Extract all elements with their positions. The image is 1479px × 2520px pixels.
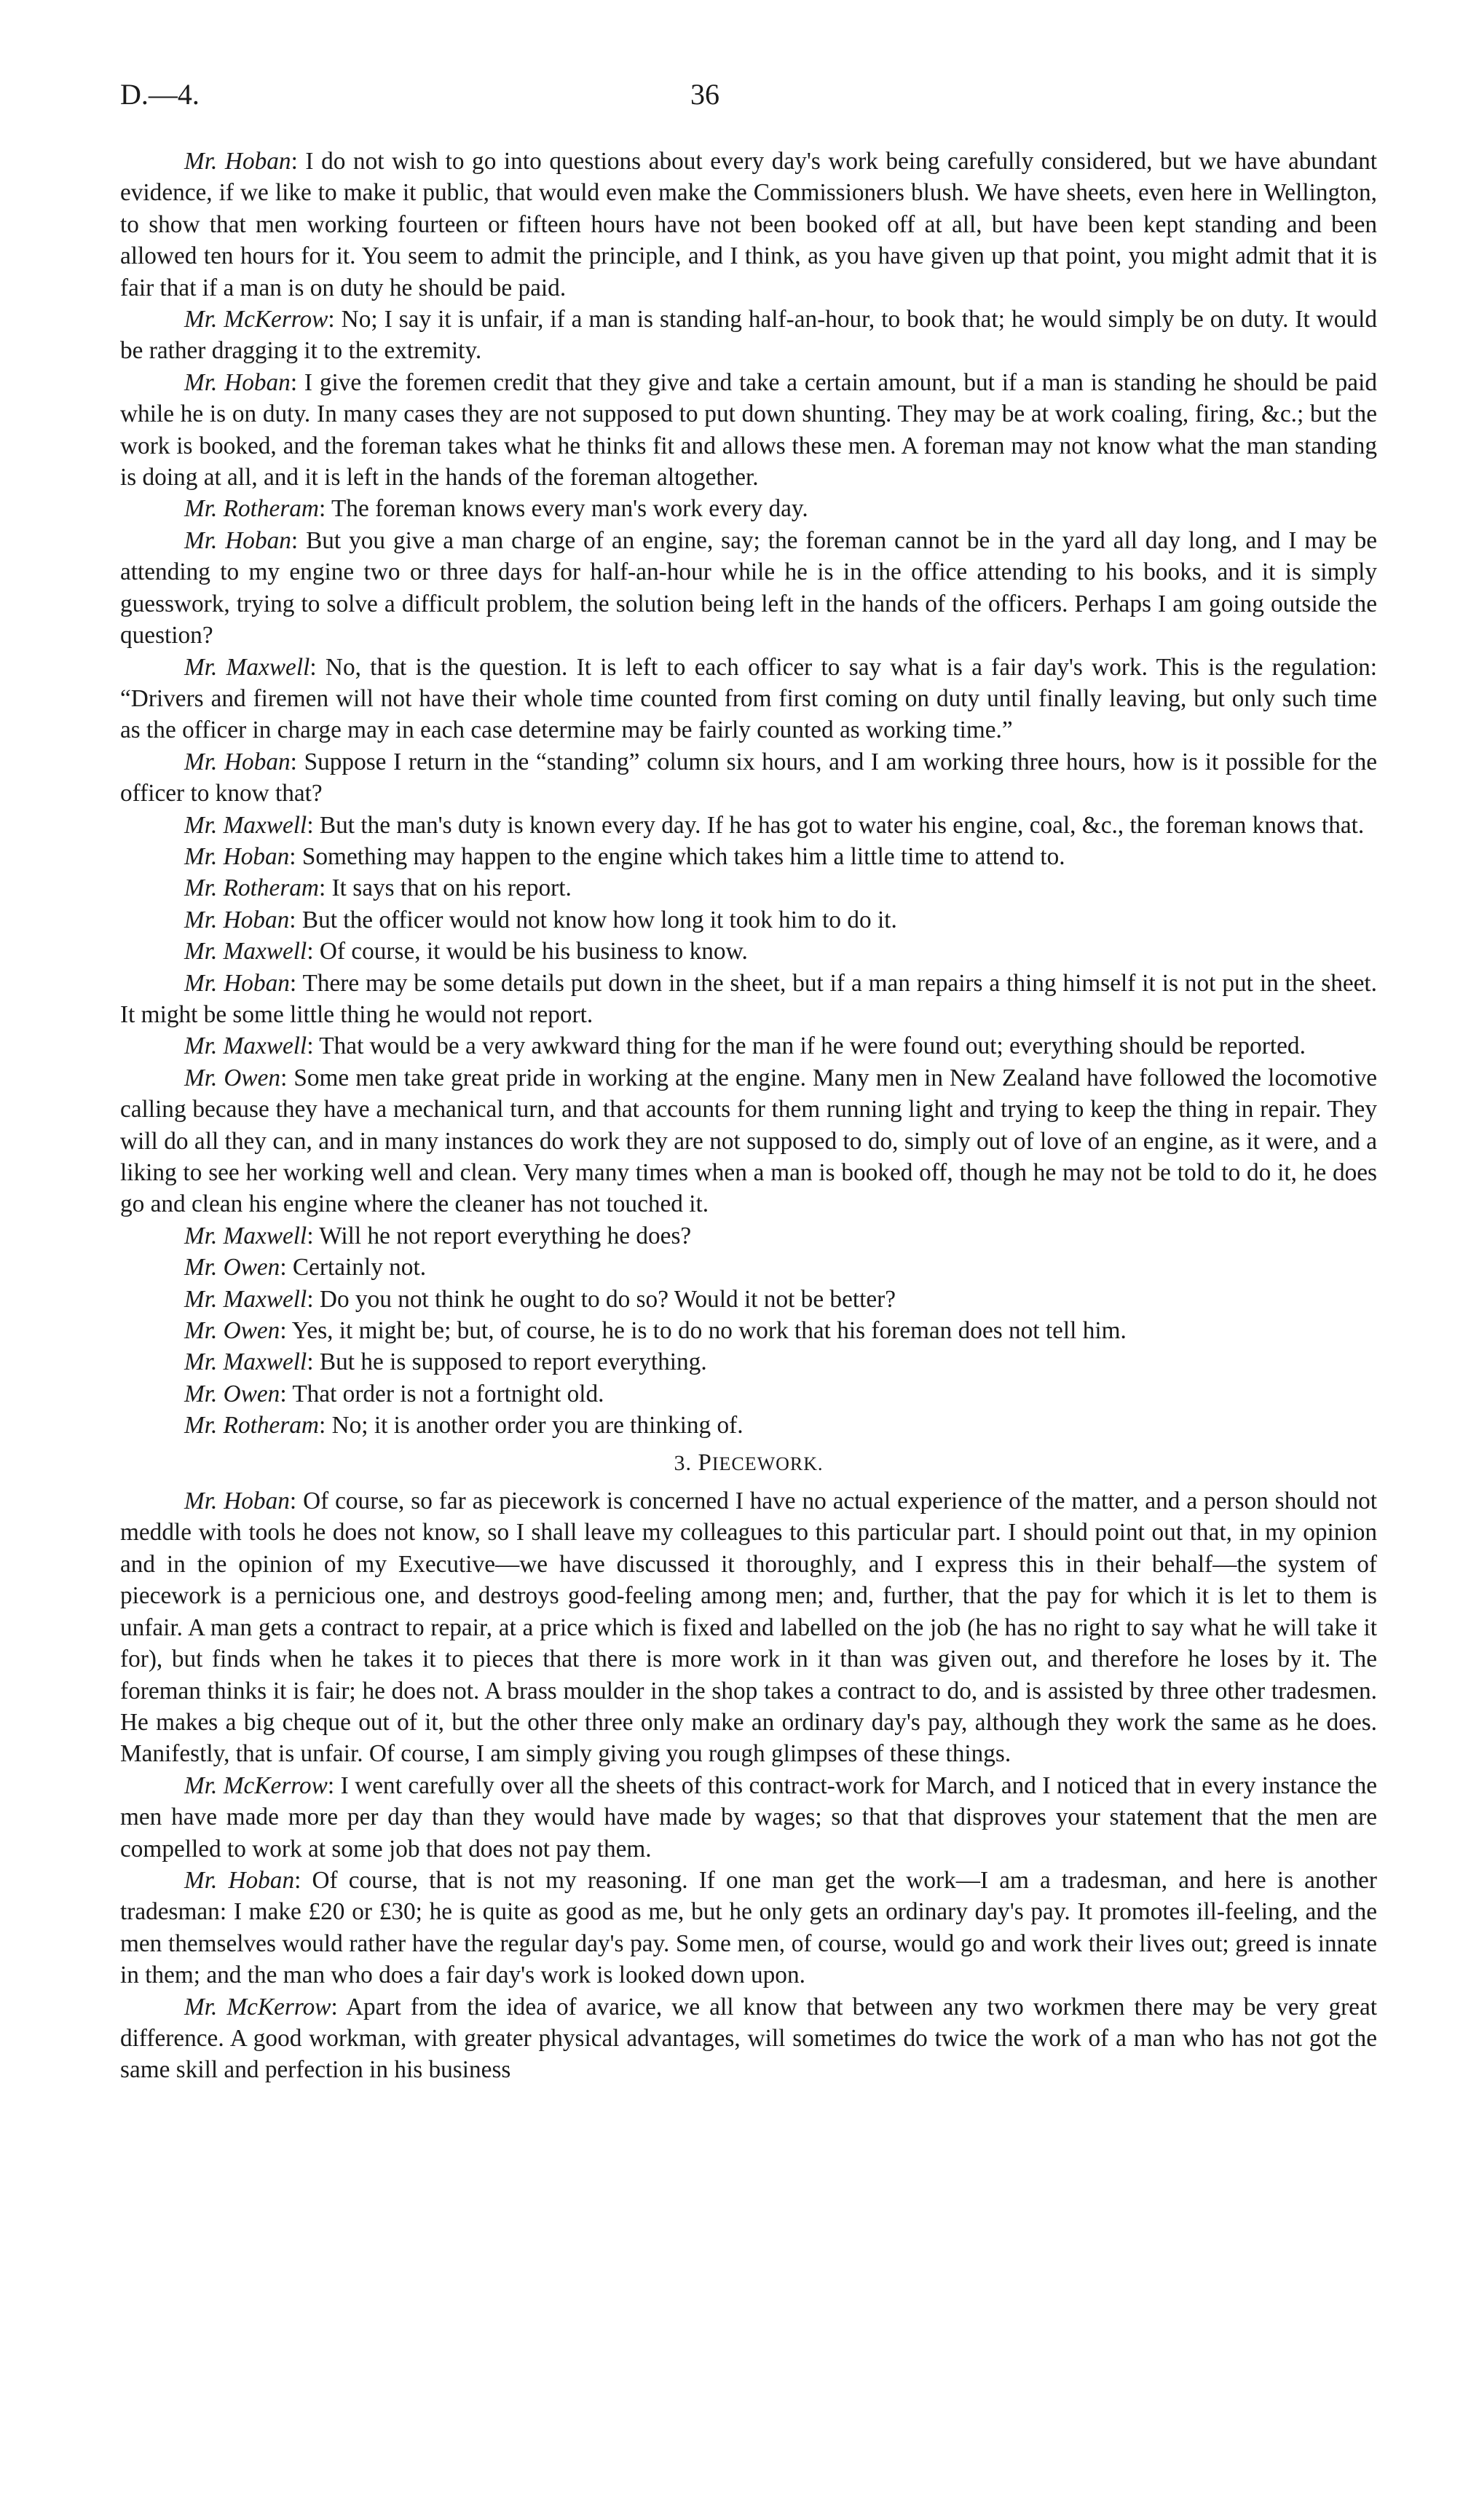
- testimony-paragraph: [120, 525, 1377, 652]
- section-number: 3.: [674, 1450, 692, 1475]
- testimony-paragraph: [120, 1346, 1377, 1378]
- statement-text: That order is not a fortnight old.: [286, 1380, 604, 1407]
- speaker-colon: :: [307, 1222, 314, 1249]
- testimony-paragraph: [120, 1252, 1377, 1283]
- speaker-name: Mr. Owen: [184, 1317, 280, 1345]
- speaker-name: Mr. Hoban: [184, 148, 291, 175]
- testimony-paragraph: [120, 1770, 1377, 1865]
- testimony-paragraph: [120, 1991, 1377, 2086]
- testimony-after-section: [120, 1485, 1377, 2086]
- page-number: 36: [690, 78, 719, 111]
- statement-text: Suppose I return in the “standing” column six hours, and I am working three hours, how is it possible for the officer to know that?: [120, 748, 1377, 807]
- speaker-name: Mr. Maxwell: [184, 1032, 307, 1060]
- page-header: [120, 73, 1377, 116]
- statement-text: I give the foremen credit that they give and take a certain amount, but if a man is standing he should be paid while he is on duty. In many cases they are not supposed to put down shunting. They may be at work coaling, firing, &c.; but the work is booked, and the foreman takes what he thinks fit and allows these men. A foreman may not know what the man standing is doing at all, and it is left in the hands of the foreman altogether.: [120, 368, 1377, 491]
- testimony-paragraph: [120, 1485, 1377, 1770]
- speaker-colon: :: [307, 811, 314, 839]
- speaker-colon: :: [291, 526, 299, 554]
- speaker-colon: :: [280, 1317, 287, 1345]
- testimony-paragraph: [120, 493, 1377, 524]
- statement-text: Of course, it would be his business to know.: [313, 938, 748, 965]
- statement-text: That would be a very awkward thing for the man if he were found out; everything should be reported.: [313, 1032, 1306, 1060]
- document-body: [120, 146, 1377, 2086]
- speaker-colon: :: [289, 1488, 297, 1515]
- statement-text: No; it is another order you are thinking of.: [326, 1412, 744, 1439]
- section-heading: [120, 1447, 1377, 1480]
- speaker-name: Mr. Rotheram: [184, 495, 319, 523]
- speaker-name: Mr. Hoban: [184, 1488, 290, 1515]
- testimony-paragraph: [120, 904, 1377, 936]
- speaker-colon: :: [291, 148, 298, 175]
- statement-text: There may be some details put down in the sheet, but if a man repairs a thing himself it is not put in the sheet. It might be some little thing he would not report.: [120, 969, 1377, 1028]
- statement-text: Will he not report everything he does?: [313, 1222, 692, 1249]
- speaker-colon: :: [307, 1032, 314, 1060]
- statement-text: Some men take great pride in working at the engine. Many men in New Zealand have followed the locomotive calling because they have a mechanical turn, and that accounts for them running light and trying to keep the thing in repair. They will do all they can, and in many instances do work they are not supposed to do, simply out of love of an engine, as it were, and a liking to see her working well and clean. Very many times when a man is booked off, though he may not be told to do it, he does go and clean his engine where the cleaner has not touched it.: [120, 1064, 1377, 1218]
- speaker-name: Mr. Maxwell: [184, 1222, 307, 1249]
- speaker-colon: :: [318, 1412, 326, 1439]
- testimony-before-section: [120, 146, 1377, 1442]
- testimony-paragraph: [120, 1284, 1377, 1315]
- statement-text: But he is supposed to report everything.: [313, 1348, 707, 1376]
- speaker-colon: :: [280, 1064, 288, 1091]
- speaker-name: Mr. Hoban: [184, 526, 291, 554]
- speaker-colon: :: [307, 1348, 314, 1376]
- speaker-name: Mr. Owen: [184, 1064, 281, 1091]
- testimony-paragraph: [120, 746, 1377, 810]
- speaker-colon: :: [318, 495, 326, 523]
- testimony-paragraph: [120, 1410, 1377, 1441]
- speaker-name: Mr. Maxwell: [184, 811, 307, 839]
- testimony-paragraph: [120, 1220, 1377, 1252]
- statement-text: Do you not think he ought to do so? Would it not be better?: [313, 1285, 896, 1313]
- speaker-colon: :: [331, 1993, 338, 2021]
- speaker-colon: :: [318, 874, 326, 902]
- testimony-paragraph: [120, 146, 1377, 304]
- speaker-name: Mr. McKerrow: [184, 1993, 331, 2021]
- testimony-paragraph: [120, 936, 1377, 967]
- speaker-colon: :: [307, 1285, 314, 1313]
- speaker-name: Mr. Maxwell: [184, 1285, 307, 1313]
- statement-text: It says that on his report.: [326, 874, 572, 902]
- document-reference: D.—4.: [120, 78, 200, 111]
- speaker-name: Mr. McKerrow: [184, 1771, 328, 1799]
- statement-text: No, that is the question. It is left to each officer to say what is a fair day's work. This is the regulation: “Drivers and firemen will not have their whole time counted from first coming on duty until finally leaving, but only such time as the officer in charge may in each case determine may be fairly counted as working time.”: [120, 653, 1377, 744]
- speaker-name: Mr. Maxwell: [184, 653, 310, 681]
- speaker-colon: :: [294, 1866, 301, 1894]
- speaker-colon: :: [309, 653, 317, 681]
- testimony-paragraph: [120, 841, 1377, 872]
- statement-text: I went carefully over all the sheets of this contract-work for March, and I noticed that in every instance the men have made more per day than they would have made by wages; so that that disproves your statement that the men are compelled to work at some job that does not pay them.: [120, 1771, 1377, 1863]
- statement-text: Of course, so far as piecework is concerned I have no actual experience of the matter, and a person should not meddle with tools he does not know, so I shall leave my colleagues to this particular part. I should point out that, in my opinion and in the opinion of my Executive—we have discussed it thoroughly, and I express this in their behalf—the system of piecework is a pernicious one, and destroys good-feeling among men; and, further, that the pay for which it is let to them is unfair. A man gets a contract to repair, at a price which is fixed and labelled on the job (he has no right to say what he will take it for), but finds when he takes it to pieces that there is more work in it than was given out, and therefore he loses by it. The foreman thinks it is fair; he does not. A brass moulder in the shop takes a contract to do, and is assisted by three other tradesmen. He makes a big cheque out of it, but the other three only make an ordinary day's pay, although they work the same as he does. Manifestly, that is unfair. Of course, I am simply giving you rough glimpses of these things.: [120, 1488, 1378, 1768]
- speaker-colon: :: [289, 906, 296, 933]
- testimony-paragraph: [120, 1865, 1377, 1991]
- testimony-paragraph: [120, 1378, 1377, 1410]
- speaker-name: Mr. Rotheram: [184, 874, 319, 902]
- testimony-paragraph: [120, 1062, 1377, 1220]
- statement-text: But you give a man charge of an engine, say; the foreman cannot be in the yard all day long, and I may be attending to my engine two or three days for half-an-hour while he is in the office attending to his books, and it is simply guesswork, trying to solve a difficult problem, the solution being left in the hands of the officers. Perhaps I am going outside the question?: [120, 526, 1377, 649]
- speaker-name: Mr. Maxwell: [184, 938, 307, 965]
- speaker-colon: :: [307, 938, 314, 965]
- speaker-colon: :: [289, 842, 296, 870]
- statement-text: The foreman knows every man's work every day.: [326, 495, 808, 523]
- statement-text: No; I say it is unfair, if a man is standing half-an-hour, to book that; he would simply be on duty. It would be rather dragging it to the extremity.: [120, 306, 1377, 365]
- speaker-colon: :: [290, 368, 298, 396]
- testimony-paragraph: [120, 872, 1377, 904]
- testimony-paragraph: [120, 652, 1377, 746]
- statement-text: But the officer would not know how long it took him to do it.: [296, 906, 897, 933]
- speaker-name: Mr. Owen: [184, 1254, 280, 1281]
- speaker-name: Mr. Owen: [184, 1380, 280, 1407]
- statement-text: Certainly not.: [286, 1254, 427, 1281]
- speaker-colon: :: [328, 306, 335, 333]
- speaker-colon: :: [280, 1380, 287, 1407]
- testimony-paragraph: [120, 1315, 1377, 1346]
- speaker-name: Mr. Hoban: [184, 969, 290, 997]
- statement-text: Yes, it might be; but, of course, he is to do no work that his foreman does not tell him.: [286, 1317, 1127, 1345]
- speaker-name: Mr. Hoban: [184, 842, 290, 870]
- statement-text: But the man's duty is known every day. If he has got to water his engine, coal, &c., the foreman knows that.: [313, 811, 1365, 839]
- testimony-paragraph: [120, 810, 1377, 841]
- testimony-paragraph: [120, 968, 1377, 1031]
- speaker-colon: :: [289, 969, 297, 997]
- speaker-name: Mr. Maxwell: [184, 1348, 307, 1376]
- section-title-initial: P: [698, 1449, 712, 1476]
- speaker-name: Mr. Hoban: [184, 906, 290, 933]
- speaker-name: Mr. Hoban: [184, 1866, 295, 1894]
- statement-text: Apart from the idea of avarice, we all know that between any two workmen there may be very great difference. A good workman, with greater physical advantages, will sometimes do twice the work of a man who has not got the same skill and perfection in his business: [120, 1993, 1377, 2084]
- speaker-name: Mr. Hoban: [184, 368, 291, 396]
- statement-text: Something may happen to the engine which takes him a little time to attend to.: [296, 842, 1065, 870]
- testimony-paragraph: [120, 304, 1377, 367]
- speaker-name: Mr. Rotheram: [184, 1412, 319, 1439]
- statement-text: Of course, that is not my reasoning. If one man get the work—I am a tradesman, and here is another tradesman: I make £20 or £30; he is quite as good as me, but he only gets an ordinary day's pay. It promotes ill-feeling, and the men themselves would rather have the regular day's pay. Some men, of course, would go and work their lives out; greed is innate in them; and the man who does a fair day's work is looked down upon.: [120, 1866, 1377, 1989]
- speaker-name: Mr. Hoban: [184, 748, 291, 775]
- statement-text: I do not wish to go into questions about every day's work being carefully considered, but we have abundant evidence, if we like to make it public, that would even make the Commissioners blush. We have sheets, even here in Wellington, to show that men working fourteen or fifteen hours have not been booked off at all, but have been kept standing and been allowed ten hours for it. You seem to admit the principle, and I think, as you have given up that point, you might admit that it is fair that if a man is on duty he should be paid.: [120, 148, 1378, 301]
- speaker-name: Mr. McKerrow: [184, 306, 328, 333]
- speaker-colon: :: [290, 748, 297, 775]
- testimony-paragraph: [120, 1030, 1377, 1062]
- section-title-rest: IECEWORK.: [711, 1453, 824, 1474]
- speaker-colon: :: [280, 1254, 287, 1281]
- speaker-colon: :: [327, 1771, 335, 1799]
- testimony-paragraph: [120, 367, 1377, 494]
